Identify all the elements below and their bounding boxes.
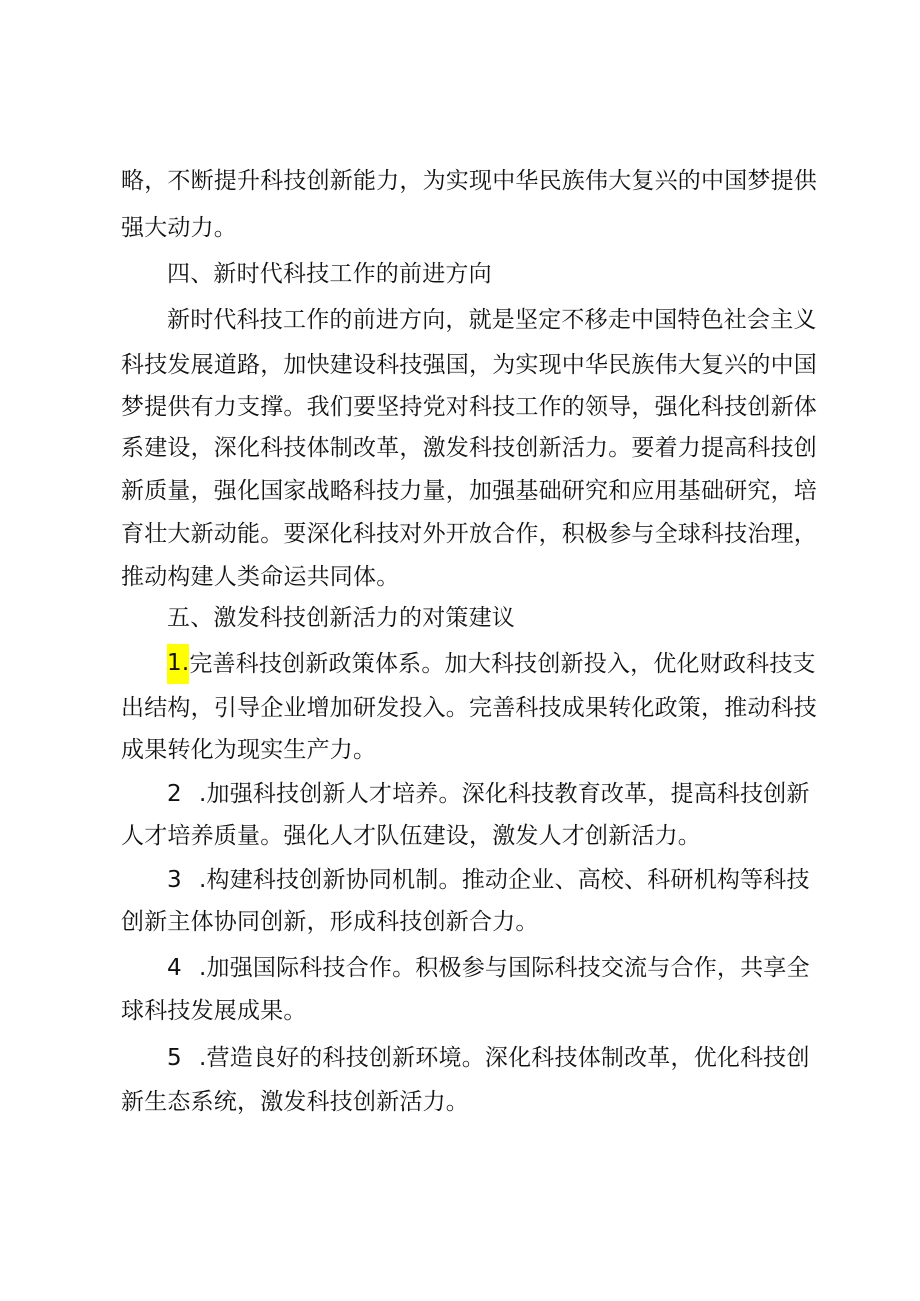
list-number: 5 (167, 1045, 182, 1071)
paragraph-line: 新生态系统，激发科技创新活力。 (121, 1089, 469, 1115)
paragraph-line: 创新主体协同创新，形成科技创新合力。 (121, 909, 539, 935)
paragraph-line: 系建设，深化科技体制改革，激发科技创新活力。要着力提高科技创 (121, 435, 817, 461)
list-item-5 (167, 1040, 810, 1076)
list-item-text: .营造良好的科技创新环境。深化科技体制改革，优化科技创 (199, 1045, 810, 1071)
list-item-text: 完善科技创新政策体系。加大科技创新投入，优化财政科技支 (189, 651, 816, 677)
paragraph-line: 球科技发展成果。 (121, 998, 307, 1024)
highlighted-number: 1. (167, 644, 189, 684)
list-number: 4 (167, 955, 182, 981)
list-number: 2 (167, 781, 182, 807)
list-item-text: .构建科技创新协同机制。推动企业、高校、科研机构等科技 (199, 867, 810, 893)
paragraph-line: 成果转化为现实生产力。 (121, 737, 377, 763)
paragraph-line: 推动构建人类命运共同体。 (121, 564, 400, 590)
list-item-4 (167, 950, 810, 986)
list-item-3 (167, 862, 810, 898)
paragraph-line: 梦提供有力支撑。我们要坚持党对科技工作的领导，强化科技创新体 (121, 394, 817, 420)
list-item-text: .加强科技创新人才培养。深化科技教育改革，提高科技创新 (199, 781, 810, 807)
paragraph-line: 新时代科技工作的前进方向，就是坚定不移走中国特色社会主义 (167, 307, 817, 333)
list-number: 3 (167, 867, 182, 893)
list-item-2 (167, 776, 810, 812)
section-4-heading: 四、新时代科技工作的前进方向 (167, 261, 492, 287)
paragraph-line: 科技发展道路，加快建设科技强国，为实现中华民族伟大复兴的中国 (121, 352, 817, 378)
paragraph-line: 强大动力。 (121, 215, 237, 241)
section-5-heading: 五、激发科技创新活力的对策建议 (167, 605, 515, 631)
paragraph-line: 新质量，强化国家战略科技力量，加强基础研究和应用基础研究，培 (121, 478, 817, 504)
paragraph-line: 略，不断提升科技创新能力，为实现中华民族伟大复兴的中国梦提供 (121, 168, 817, 194)
paragraph-line: 人才培养质量。强化人才队伍建设，激发人才创新活力。 (121, 823, 701, 849)
paragraph-line: 出结构，引导企业增加研发投入。完善科技成果转化政策，推动科技 (121, 695, 817, 721)
paragraph-line: 育壮大新动能。要深化科技对外开放合作，积极参与全球科技治理， (121, 521, 817, 547)
list-item-1 (167, 646, 816, 682)
list-item-text: .加强国际科技合作。积极参与国际科技交流与合作，共享全 (199, 955, 810, 981)
